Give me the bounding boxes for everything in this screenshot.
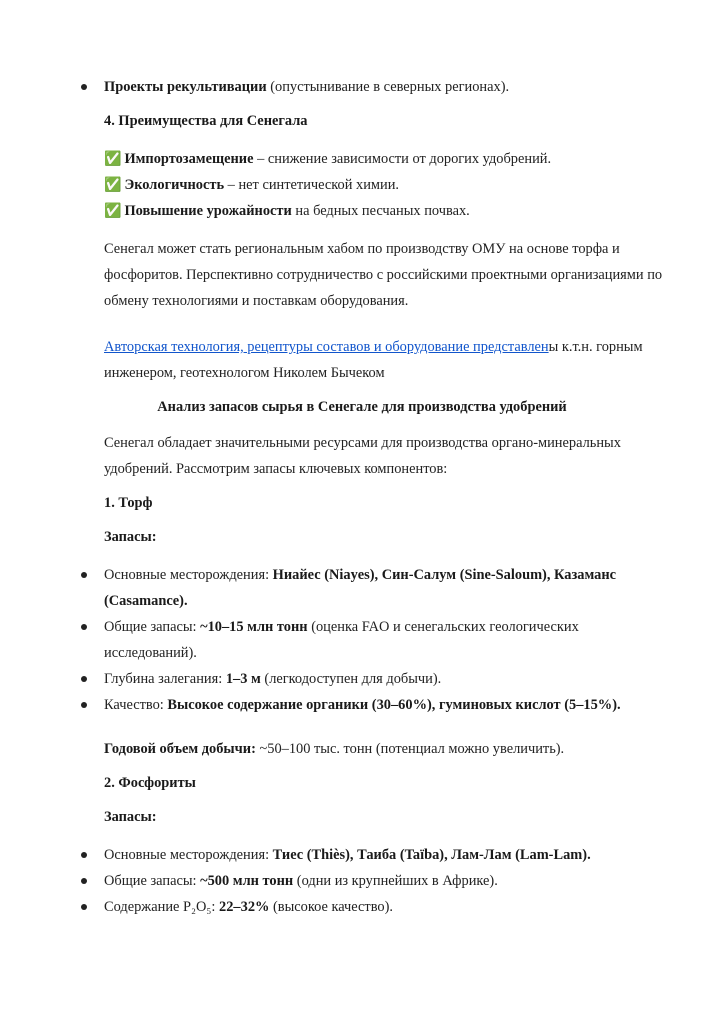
bullet-icon (81, 702, 87, 708)
check-item: ✅ Экологичность – нет синтетической химии. (104, 177, 400, 193)
list-item: Основные месторождения: Ниайес (Niayes), Син-Салум (Sine-Saloum), Казаманс (Casamance). (104, 562, 654, 614)
body-paragraph: Сенегал может стать региональным хабом по производству ОМУ на основе торфа и фосфоритов. Перспективно сотрудничество с российскими проектными организациями по обмену технологиями и поставкам оборудования. (104, 241, 663, 309)
bullet-icon (81, 624, 87, 630)
list-item: Основные месторождения: Тиес (Thiès), Таиба (Taïba), Лам-Лам (Lam-Lam). (104, 842, 678, 868)
check-icon: ✅ (104, 151, 122, 167)
list-item: Глубина залегания: 1–3 м (легкодоступен для добычи). (104, 666, 678, 692)
phosphorites-heading: 2. Фосфориты (104, 775, 196, 791)
list-item: Общие запасы: ~500 млн тонн (одни из крупнейших в Африке). (104, 868, 678, 894)
peat-reserves-label: Запасы: (104, 529, 157, 545)
analysis-title: Анализ запасов сырья в Сенегале для производства удобрений (157, 399, 567, 415)
author-paragraph (104, 334, 676, 386)
peat-heading: 1. Торф (104, 495, 153, 511)
section-heading: 4. Преимущества для Сенегала (104, 113, 308, 129)
check-icon: ✅ (104, 177, 122, 193)
bullet-icon (81, 904, 87, 910)
analysis-intro: Сенегал обладает значительными ресурсами для производства органо-минеральных удобрений. Рассмотрим запасы ключевых компонентов: (104, 435, 621, 477)
item-text: (опустынивание в северных регионах). (266, 79, 510, 95)
list-item: Содержание P₂O₅: 22–32% (высокое качество). (104, 894, 678, 920)
check-item: ✅ Импортозамещение – снижение зависимости от дорогих удобрений. (104, 151, 552, 167)
list-item: Качество: Высокое содержание органики (30–60%), гуминовых кислот (5–15%). (104, 692, 678, 718)
item-bold: Проекты рекультивации (104, 79, 267, 95)
bullet-icon (81, 572, 87, 578)
check-item: ✅ Повышение урожайности на бедных песчаных почвах. (104, 203, 470, 219)
bullet-icon (81, 676, 87, 682)
list-item: Общие запасы: ~10–15 млн тонн (оценка FAO и сенегальских геологических исследований). (104, 614, 614, 666)
author-link[interactable]: Авторская технология, рецептуры составов и оборудование представлен (104, 339, 549, 355)
check-icon: ✅ (104, 203, 122, 219)
list-item (104, 74, 678, 100)
bullet-icon (81, 852, 87, 858)
phosphorites-reserves-label: Запасы: (104, 809, 157, 825)
bullet-icon (81, 84, 87, 90)
bullet-icon (81, 878, 87, 884)
author-text: ы к.т.н. горным инженером, геотехнологом Николем Бычеком (104, 339, 643, 381)
annual-volume: Годовой объем добычи: ~50–100 тыс. тонн (потенциал можно увеличить). (104, 741, 565, 757)
